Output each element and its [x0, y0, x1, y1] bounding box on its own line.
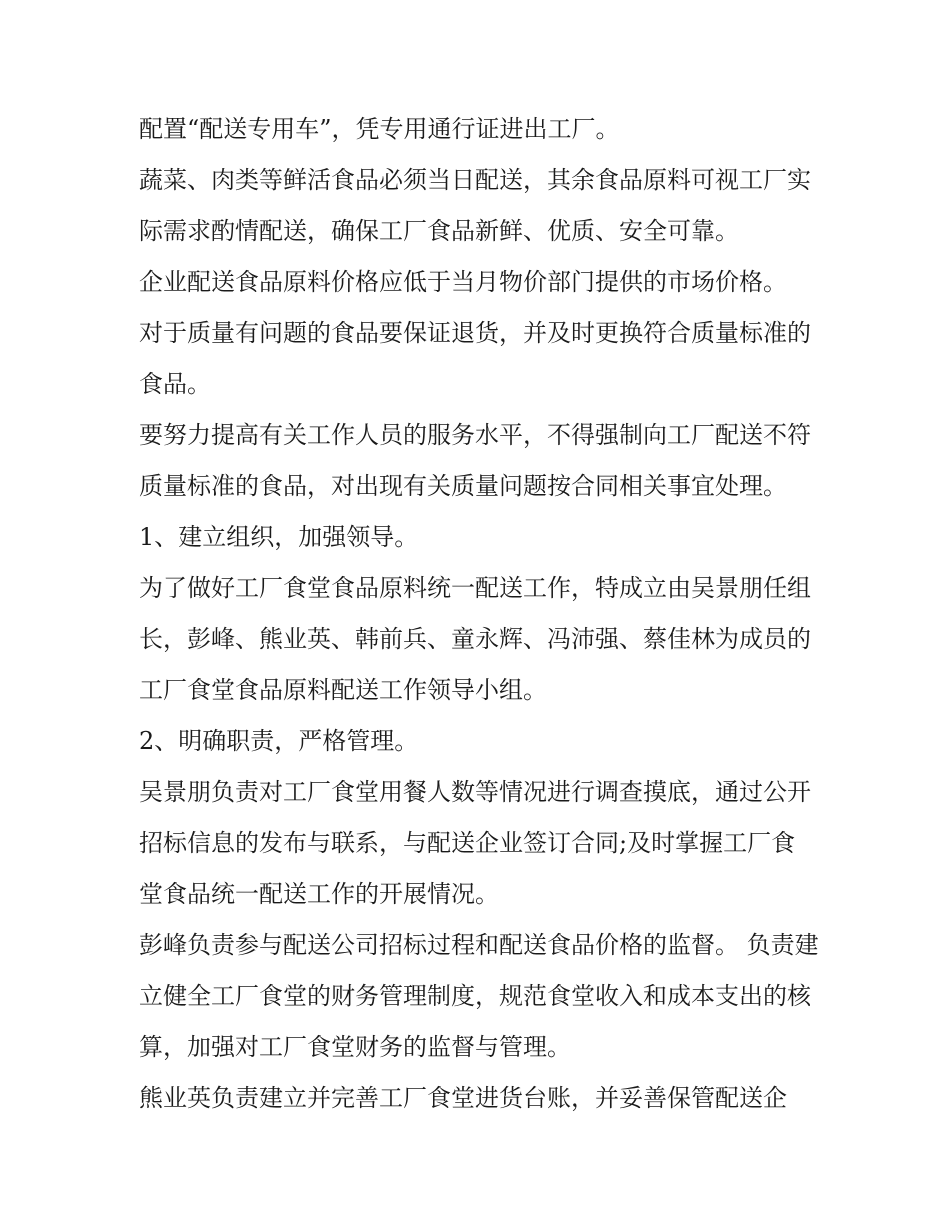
heading-responsibilities: 2、明确职责，严格管理。	[139, 727, 419, 755]
paragraph-xiong-duties: 熊业英负责建立并完善工厂食堂进货台账，并妥善保管配送企	[139, 1084, 787, 1112]
paragraph-price-requirement: 企业配送食品原料价格应低于当月物价部门提供的市场价格。	[139, 268, 787, 296]
document-body	[139, 104, 819, 1124]
paragraph-peng-duties: 彭峰负责参与配送公司招标过程和配送食品价格的监督。 负责建立健全工厂食堂的财务管理制度，规范食堂收入和成本支出的核算，加强对工厂食堂财务的监督与管理。	[139, 931, 819, 1061]
paragraph-wu-duties: 吴景朋负责对工厂食堂用餐人数等情况进行调查摸底，通过公开招标信息的发布与联系，与配送企业签订合同;及时掌握工厂食堂食品统一配送工作的开展情况。	[139, 778, 811, 908]
paragraph-service-level: 要努力提高有关工作人员的服务水平，不得强制向工厂配送不符质量标准的食品，对出现有关质量问题按合同相关事宜处理。 1、建立组织，加强领导。	[139, 421, 811, 551]
paragraph-delivery-vehicle: 配置“配送专用车”，凭专用通行证进出工厂。	[139, 115, 620, 143]
paragraph-fresh-food-delivery: 蔬菜、肉类等鲜活食品必须当日配送，其余食品原料可视工厂实际需求酌情配送，确保工厂食品新鲜、优质、安全可靠。	[139, 166, 811, 245]
paragraph-leadership-group: 为了做好工厂食堂食品原料统一配送工作，特成立由吴景朋任组长，彭峰、熊业英、韩前兵、童永辉、冯沛强、蔡佳林为成员的工厂食堂食品原料配送工作领导小组。	[139, 574, 811, 704]
paragraph-returns: 对于质量有问题的食品要保证退货，并及时更换符合质量标准的食品。	[139, 319, 811, 398]
